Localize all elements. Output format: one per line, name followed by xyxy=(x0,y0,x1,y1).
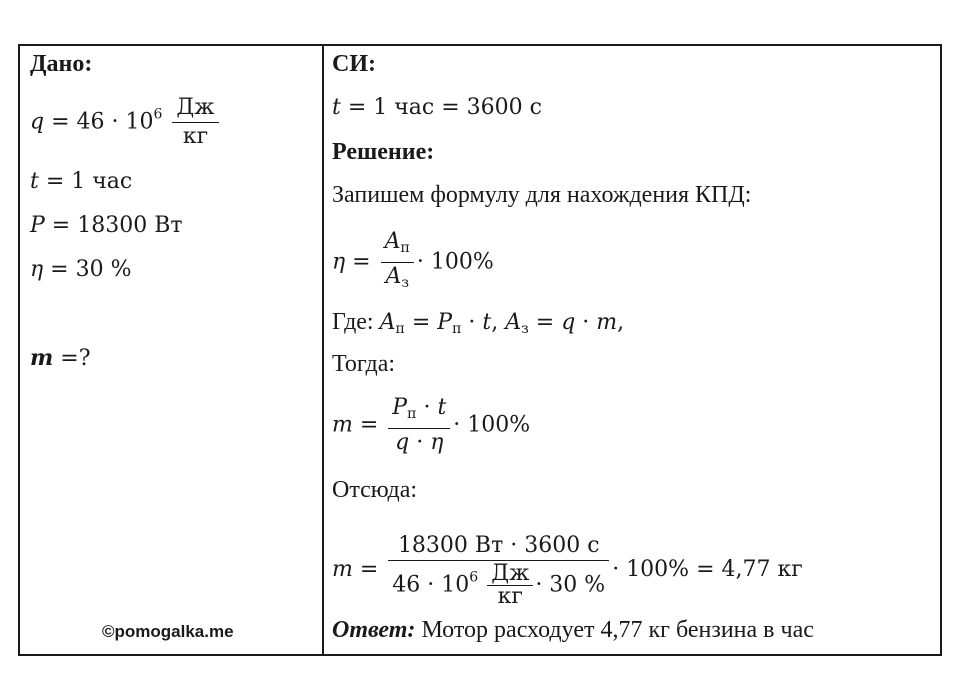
f3-num: 18300 Вт · 3600 с xyxy=(397,533,600,558)
f3-unit-num: Дж xyxy=(491,561,530,586)
si-line xyxy=(332,94,542,122)
f1-num-a: A xyxy=(384,229,401,254)
f2-den-q: q xyxy=(395,430,410,455)
where-word: Где: xyxy=(332,309,380,335)
given-t xyxy=(30,168,132,196)
where-p-sub: п xyxy=(452,321,462,337)
f2-num-t: t xyxy=(437,395,447,420)
given-p xyxy=(30,212,183,240)
where-end: , xyxy=(617,310,625,335)
given-heading: Дано: xyxy=(30,51,93,77)
q-exponent: 6 xyxy=(153,106,163,123)
f1-tail: · 100% xyxy=(416,249,494,275)
t-value: = 1 час xyxy=(38,169,133,194)
hence-text: Отсюда: xyxy=(332,477,418,503)
f3-den xyxy=(388,560,609,608)
f1-lhs: η xyxy=(332,249,346,275)
si-t-value: = 1 час = 3600 с xyxy=(340,95,542,120)
f3-fraction xyxy=(388,532,609,608)
m-symbol: m xyxy=(30,345,54,371)
where-line xyxy=(332,308,624,343)
m-unknown: =? xyxy=(53,346,91,371)
f2-num-dot: · xyxy=(416,395,438,420)
f3-eq: = xyxy=(352,557,386,582)
f2-num-sub: п xyxy=(407,406,417,422)
where-a1-sub: п xyxy=(395,321,405,337)
f3-unit xyxy=(487,563,533,608)
q-value: = 46 · 10 xyxy=(44,109,154,135)
f3-den-a: 46 · 10 xyxy=(392,572,470,598)
where-m: m xyxy=(596,310,618,335)
formula-mass xyxy=(332,394,530,457)
where-dot2: · xyxy=(575,310,597,335)
answer-text: Мотор расходует 4,77 кг бензина в час xyxy=(415,617,814,643)
si-t-symbol: t xyxy=(332,95,341,120)
f2-num-p: P xyxy=(392,395,408,420)
si-heading: СИ: xyxy=(332,51,376,77)
f2-lhs: m xyxy=(332,412,353,438)
solution-heading: Решение: xyxy=(332,139,435,165)
f3-den-b: · 30 % xyxy=(535,572,606,598)
f2-eq: = xyxy=(352,412,386,438)
f1-den xyxy=(381,262,414,297)
formula-efficiency xyxy=(332,228,494,297)
f1-num xyxy=(381,228,414,262)
q-symbol: q xyxy=(30,109,45,135)
then-text: Тогда: xyxy=(332,351,396,377)
where-a2: A xyxy=(505,310,522,335)
f1-eq: = xyxy=(345,249,378,275)
eta-symbol: η xyxy=(30,257,44,282)
where-eq1: = xyxy=(404,310,438,335)
where-a1: A xyxy=(379,310,396,335)
f2-tail: · 100% xyxy=(453,412,531,438)
p-value: = 18300 Вт xyxy=(44,213,183,238)
f1-den-a: A xyxy=(385,264,402,289)
eta-value: = 30 % xyxy=(43,257,132,282)
q-unit xyxy=(172,94,218,151)
given-eta xyxy=(30,256,132,284)
answer-label: Ответ: xyxy=(332,617,416,643)
where-comma: , xyxy=(491,310,506,335)
formula-result xyxy=(332,532,803,608)
f2-den-dot: · xyxy=(409,430,431,455)
where-eq2: = xyxy=(528,310,562,335)
watermark: ©pomogalka.me xyxy=(102,622,234,641)
f2-fraction xyxy=(388,394,450,457)
p-symbol: P xyxy=(30,213,45,238)
f2-den xyxy=(388,428,450,457)
f2-num xyxy=(388,394,450,428)
t-symbol: t xyxy=(30,169,39,194)
f3-unit-den: кг xyxy=(487,585,533,608)
column-divider xyxy=(322,46,324,654)
answer-line xyxy=(332,616,814,644)
intro-text: Запишем формулу для нахождения КПД: xyxy=(332,182,752,208)
where-dot1: · xyxy=(461,310,483,335)
f3-tail: · 100% = 4,77 кг xyxy=(612,557,803,582)
where-p: P xyxy=(437,310,453,335)
f1-num-sub: п xyxy=(400,240,410,256)
f2-den-eta: η xyxy=(430,430,444,455)
q-unit-den: кг xyxy=(172,122,218,151)
where-q: q xyxy=(561,310,576,335)
f1-den-sub: з xyxy=(401,275,409,291)
given-q xyxy=(30,94,222,151)
f3-lhs: m xyxy=(332,557,353,582)
where-t: t xyxy=(482,310,492,335)
where-a2-sub: з xyxy=(521,321,529,337)
find-m xyxy=(30,344,91,373)
f3-den-exp: 6 xyxy=(469,569,479,586)
f1-fraction xyxy=(381,228,414,297)
q-unit-num: Дж xyxy=(176,95,215,120)
